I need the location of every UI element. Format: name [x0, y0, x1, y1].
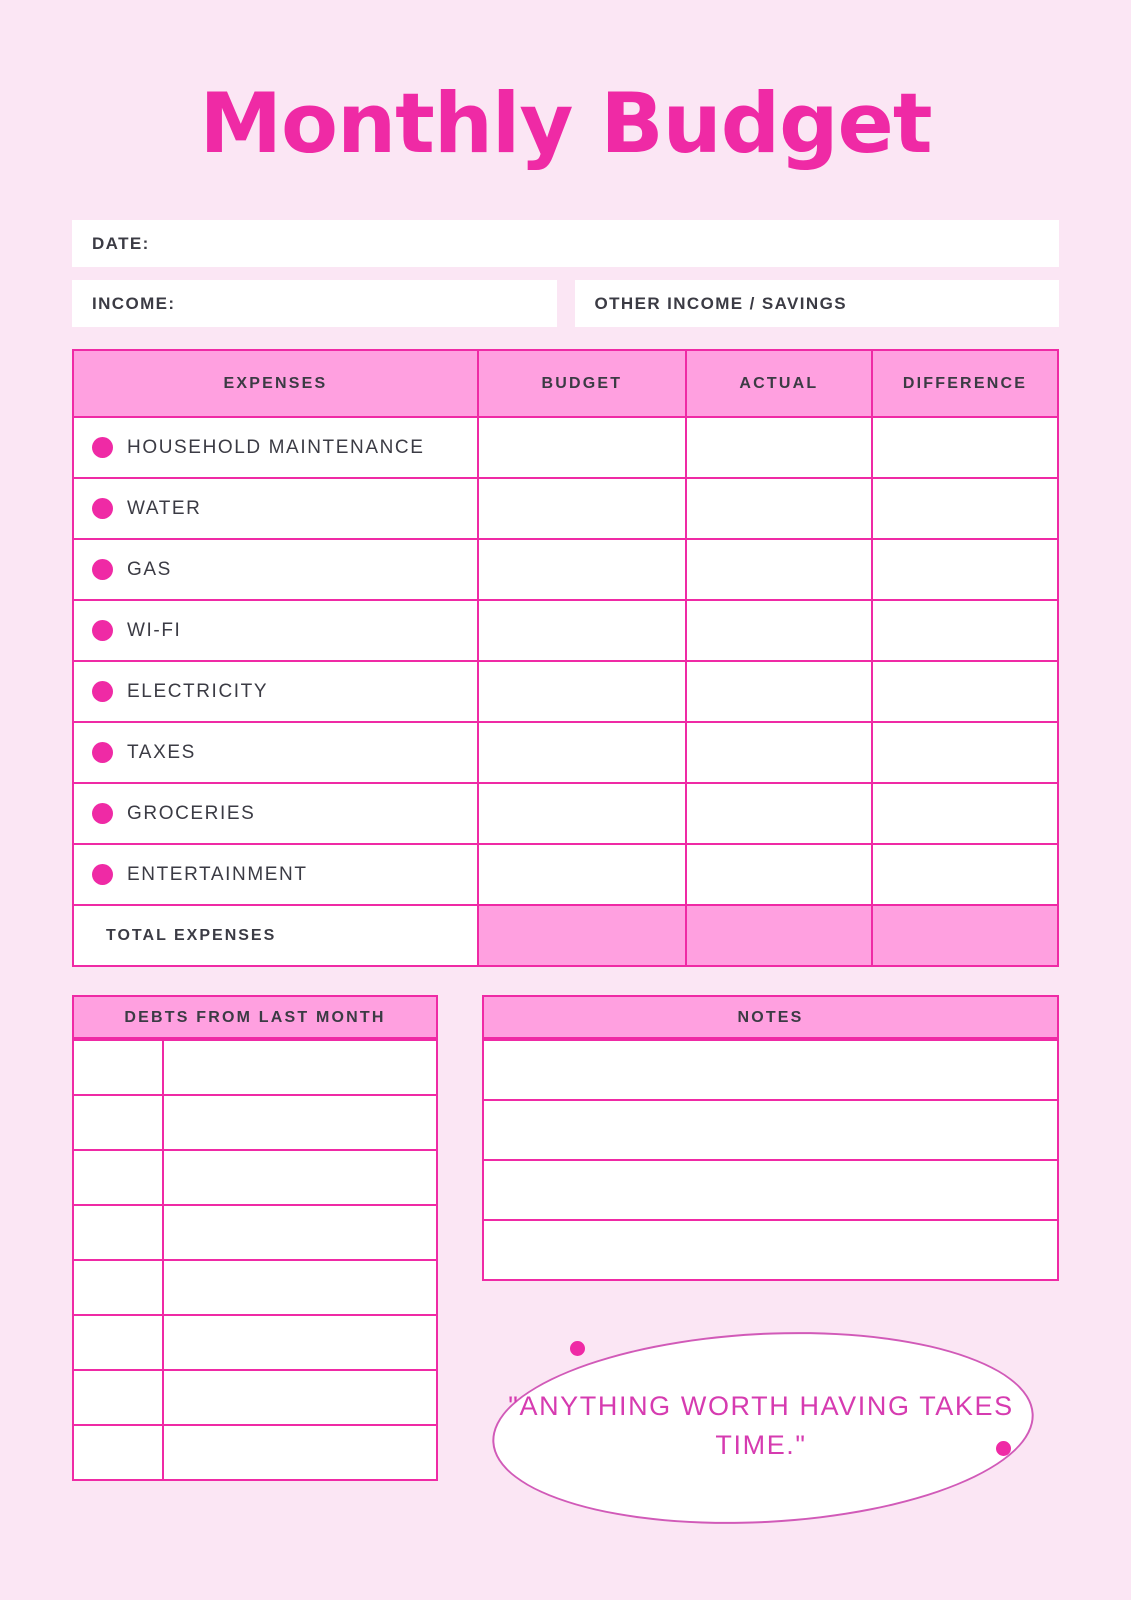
income-label: INCOME:: [92, 293, 176, 313]
table-row: [73, 600, 1058, 661]
bullet-dot-icon: [92, 803, 113, 824]
table-row: [483, 1220, 1058, 1280]
table-row: [73, 478, 1058, 539]
difference-input-cell[interactable]: [872, 722, 1058, 783]
expenses-header-row: [73, 350, 1058, 417]
bullet-dot-icon: [92, 742, 113, 763]
difference-input-cell[interactable]: [872, 600, 1058, 661]
table-row: [73, 417, 1058, 478]
note-line-cell[interactable]: [483, 1220, 1058, 1280]
debt-amount-cell[interactable]: [73, 1315, 163, 1370]
note-line-cell[interactable]: [483, 1040, 1058, 1100]
date-field[interactable]: [72, 220, 1059, 267]
notes-title: NOTES: [482, 995, 1059, 1039]
table-row: [73, 722, 1058, 783]
debt-description-cell[interactable]: [163, 1315, 437, 1370]
table-row: [483, 1100, 1058, 1160]
table-row: [73, 1425, 437, 1480]
debt-amount-cell[interactable]: [73, 1095, 163, 1150]
table-row: [483, 1040, 1058, 1100]
expense-label: TAXES: [127, 741, 196, 763]
difference-input-cell[interactable]: [872, 661, 1058, 722]
debt-amount-cell[interactable]: [73, 1370, 163, 1425]
table-row: [73, 844, 1058, 905]
budget-input-cell[interactable]: [478, 478, 686, 539]
expense-label: ENTERTAINMENT: [127, 863, 308, 885]
income-row: [72, 280, 1059, 327]
header-expenses: EXPENSES: [73, 350, 478, 417]
expense-label: GROCERIES: [127, 802, 256, 824]
total-expenses-row: [73, 905, 1058, 966]
actual-input-cell[interactable]: [686, 783, 872, 844]
debt-description-cell[interactable]: [163, 1095, 437, 1150]
bullet-dot-icon: [92, 437, 113, 458]
quote-dot-icon-left: [570, 1341, 585, 1356]
debts-panel: [72, 995, 438, 1481]
bottom-section: [72, 995, 1059, 1533]
budget-input-cell[interactable]: [478, 722, 686, 783]
budget-input-cell[interactable]: [478, 844, 686, 905]
debt-description-cell[interactable]: [163, 1150, 437, 1205]
actual-input-cell[interactable]: [686, 417, 872, 478]
income-field[interactable]: [72, 280, 557, 327]
other-income-label: OTHER INCOME / SAVINGS: [594, 293, 847, 313]
table-row: [73, 1150, 437, 1205]
difference-input-cell[interactable]: [872, 417, 1058, 478]
bullet-dot-icon: [92, 620, 113, 641]
bullet-dot-icon: [92, 498, 113, 519]
debt-description-cell[interactable]: [163, 1260, 437, 1315]
debts-table: [72, 1039, 438, 1481]
table-row: [483, 1160, 1058, 1220]
actual-input-cell[interactable]: [686, 539, 872, 600]
notes-panel: [482, 995, 1059, 1533]
expense-label: HOUSEHOLD MAINTENANCE: [127, 436, 425, 458]
actual-input-cell[interactable]: [686, 478, 872, 539]
header-difference: DIFFERENCE: [872, 350, 1058, 417]
bullet-dot-icon: [92, 559, 113, 580]
expense-label: GAS: [127, 558, 172, 580]
budget-input-cell[interactable]: [478, 600, 686, 661]
debt-amount-cell[interactable]: [73, 1205, 163, 1260]
expense-label-cell: [73, 661, 478, 722]
table-row: [73, 1095, 437, 1150]
budget-input-cell[interactable]: [478, 539, 686, 600]
expense-label-cell: [73, 417, 478, 478]
debts-title: DEBTS FROM LAST MONTH: [72, 995, 438, 1039]
actual-input-cell[interactable]: [686, 844, 872, 905]
total-expenses-label: TOTAL EXPENSES: [73, 905, 478, 966]
quote-text: "ANYTHING WORTH HAVING TAKES TIME.": [508, 1390, 1014, 1460]
expense-label: ELECTRICITY: [127, 680, 269, 702]
header-budget: BUDGET: [478, 350, 686, 417]
table-row: [73, 661, 1058, 722]
other-income-field[interactable]: [575, 280, 1060, 327]
actual-input-cell[interactable]: [686, 661, 872, 722]
table-row: [73, 1315, 437, 1370]
date-row: [72, 220, 1059, 267]
debt-amount-cell[interactable]: [73, 1040, 163, 1095]
header-actual: ACTUAL: [686, 350, 872, 417]
table-row: [73, 1260, 437, 1315]
expense-label-cell: [73, 600, 478, 661]
budget-input-cell[interactable]: [478, 417, 686, 478]
note-line-cell[interactable]: [483, 1100, 1058, 1160]
expense-label: WI-FI: [127, 619, 182, 641]
table-row: [73, 539, 1058, 600]
expense-label: WATER: [127, 497, 202, 519]
difference-input-cell[interactable]: [872, 478, 1058, 539]
bullet-dot-icon: [92, 681, 113, 702]
date-label: DATE:: [92, 233, 150, 253]
debt-amount-cell[interactable]: [73, 1150, 163, 1205]
total-actual-cell[interactable]: [686, 905, 872, 966]
debt-description-cell[interactable]: [163, 1205, 437, 1260]
expense-label-cell: [73, 722, 478, 783]
actual-input-cell[interactable]: [686, 600, 872, 661]
expense-label-cell: [73, 783, 478, 844]
table-row: [73, 1040, 437, 1095]
debt-description-cell[interactable]: [163, 1370, 437, 1425]
difference-input-cell[interactable]: [872, 539, 1058, 600]
budget-input-cell[interactable]: [478, 661, 686, 722]
debt-description-cell[interactable]: [163, 1040, 437, 1095]
budget-input-cell[interactable]: [478, 783, 686, 844]
difference-input-cell[interactable]: [872, 844, 1058, 905]
actual-input-cell[interactable]: [686, 722, 872, 783]
bullet-dot-icon: [92, 864, 113, 885]
table-row: [73, 1205, 437, 1260]
total-budget-cell[interactable]: [478, 905, 686, 966]
difference-input-cell[interactable]: [872, 783, 1058, 844]
top-fields: [72, 220, 1059, 327]
expense-label-cell: [73, 539, 478, 600]
notes-table: [482, 1039, 1059, 1281]
debt-description-cell[interactable]: [163, 1425, 437, 1480]
debt-amount-cell[interactable]: [73, 1260, 163, 1315]
page-title: Monthly Budget: [199, 75, 932, 172]
note-line-cell[interactable]: [483, 1160, 1058, 1220]
expense-label-cell: [73, 478, 478, 539]
quote-section: [482, 1323, 1059, 1533]
expenses-table: [72, 349, 1059, 967]
total-difference-cell[interactable]: [872, 905, 1058, 966]
expense-label-cell: [73, 844, 478, 905]
quote-dot-icon-right: [996, 1441, 1011, 1456]
debt-amount-cell[interactable]: [73, 1425, 163, 1480]
table-row: [73, 1370, 437, 1425]
table-row: [73, 783, 1058, 844]
